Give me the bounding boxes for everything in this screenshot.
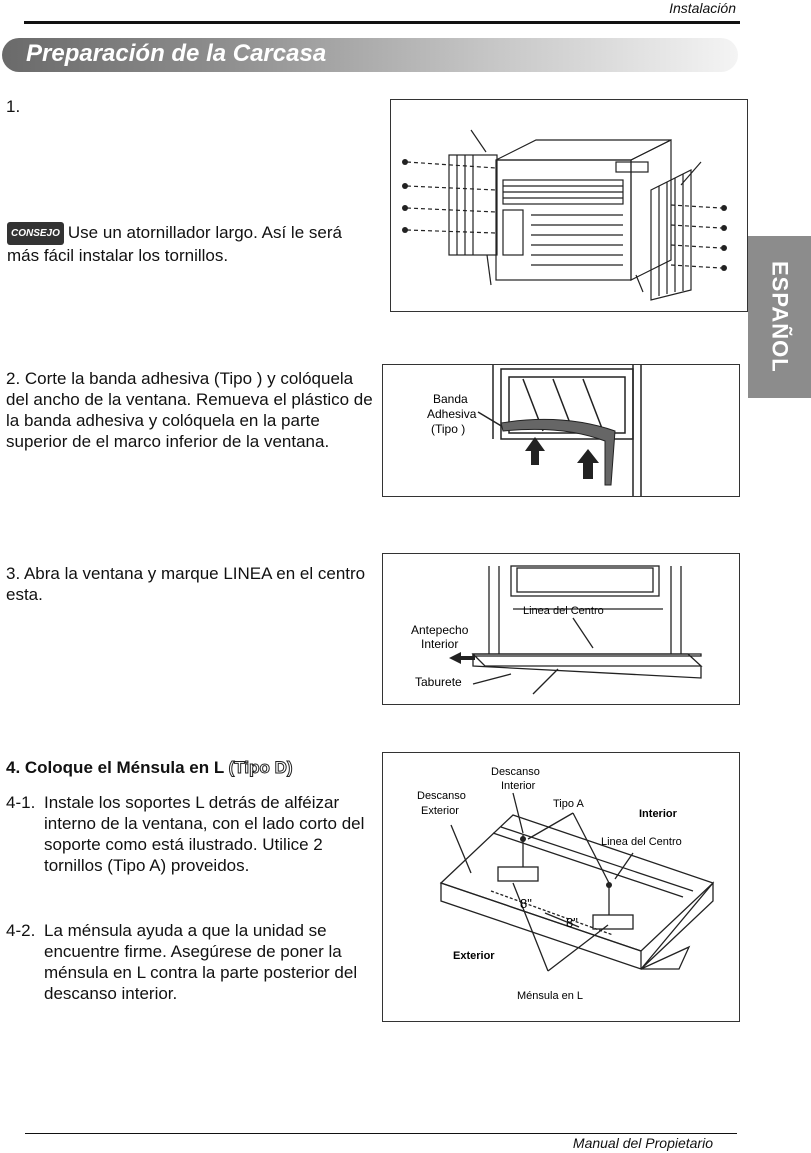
fig4-label-descanso-interior-1: Descanso bbox=[491, 766, 540, 778]
fig4-dimension-1: 8" bbox=[520, 896, 532, 911]
step4-sub1-number: 4-1. bbox=[6, 793, 36, 812]
step4-sub2 bbox=[6, 920, 374, 1004]
step1-tip bbox=[7, 222, 357, 266]
tip-badge: CONSEJO bbox=[7, 222, 64, 245]
figure-ac-unit bbox=[390, 99, 748, 312]
step4-heading bbox=[6, 758, 293, 778]
page-title: Preparación de la Carcasa bbox=[26, 40, 327, 67]
step3-text: 3. Abra la ventana y marque LINEA en el centro esta. bbox=[6, 564, 366, 604]
step4-sub2-text: La ménsula ayuda a que la unidad se encuentre firme. Asegúrese de poner la ménsula en L contra la parte posterior del descanso interior. bbox=[44, 921, 358, 1003]
figure-l-bracket bbox=[382, 752, 740, 1022]
fig4-label-interior: Interior bbox=[639, 808, 677, 820]
step4-sub1 bbox=[6, 792, 374, 876]
fig4-label-exterior: Exterior bbox=[453, 950, 495, 962]
fig3-label-interior: Interior bbox=[421, 637, 459, 651]
header-rule bbox=[24, 21, 740, 24]
fig2-label-adhesiva: Adhesiva bbox=[427, 407, 477, 421]
step1-number: 1. bbox=[6, 97, 21, 116]
figure-adhesive-band bbox=[382, 364, 740, 497]
fig4-label-descanso-interior-2: Interior bbox=[501, 780, 536, 792]
fig4-label-linea-centro: Linea del Centro bbox=[601, 836, 682, 848]
fig4-dimension-2: 8" bbox=[566, 915, 578, 930]
fig4-label-descanso-exterior-2: Exterior bbox=[421, 805, 459, 817]
step4-sub2-number: 4-2. bbox=[6, 921, 36, 940]
fig3-label-antepecho: Antepecho bbox=[411, 623, 469, 637]
fig2-label-banda: Banda bbox=[433, 392, 468, 406]
step4-sub1-text: Instale los soportes L detrás de alféizar interno de la ventana, con el lado corto del soporte como está ilustrado. Utilice 2 tornillos (Tipo A) proveidos. bbox=[44, 793, 365, 875]
footer-text: Manual del Propietario bbox=[572, 1135, 713, 1151]
fig2-label-tipo: (Tipo ) bbox=[431, 422, 466, 436]
step4-heading-text: 4. Coloque el Ménsula en L bbox=[6, 758, 224, 777]
tip-text: Use un atornillador largo. Así le será más fácil instalar los tornillos. bbox=[7, 223, 342, 265]
step4-heading-type: (Tipo D) bbox=[228, 758, 293, 777]
step2-text: 2. Corte la banda adhesiva (Tipo ) y colóquela del ancho de la ventana. Remueva el plástico de la banda adhesiva y colóquela en la parte superior de el marco inferior de la ventana. bbox=[6, 369, 373, 451]
section-header: Instalación bbox=[669, 0, 736, 16]
fig4-label-tipo-a: Tipo A bbox=[553, 798, 584, 810]
fig3-label-linea: Linea del Centro bbox=[523, 605, 604, 617]
language-tab-label: ESPAÑOL bbox=[767, 261, 793, 373]
fig4-label-mensula: Ménsula en L bbox=[517, 990, 584, 1002]
fig4-label-descanso-exterior-1: Descanso bbox=[417, 790, 466, 802]
fig3-label-taburete: Taburete bbox=[415, 675, 462, 689]
figure-window-sill bbox=[382, 553, 740, 705]
footer-rule bbox=[25, 1133, 737, 1134]
